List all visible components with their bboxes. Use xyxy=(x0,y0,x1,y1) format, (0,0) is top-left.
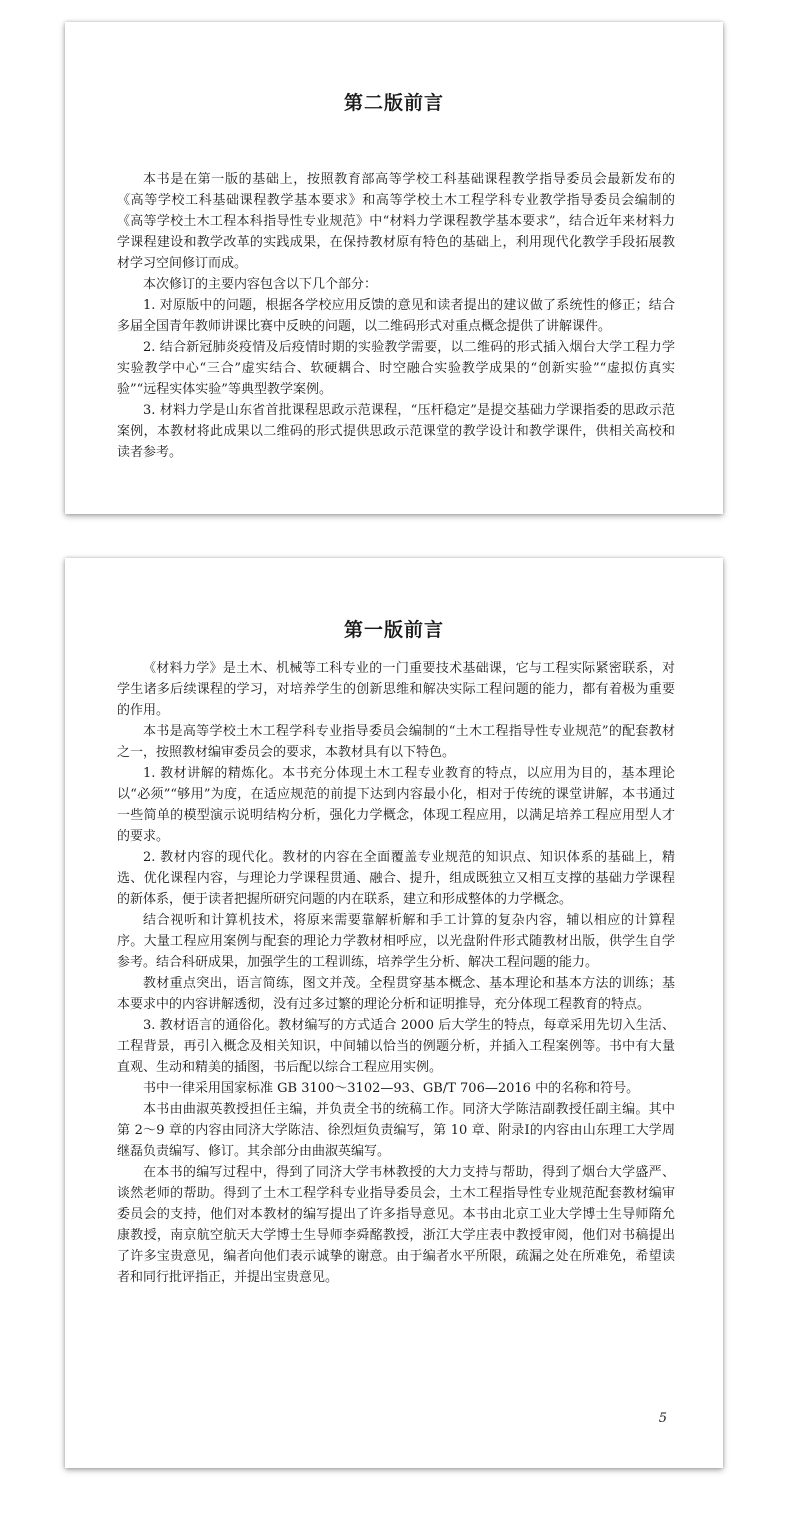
paragraph: 教材重点突出，语言简练，图文并茂。全程贯穿基本概念、基本理论和基本方法的训练；基本要求中的内容讲解透彻，没有过多过繁的理论分析和证明推导，充分体现工程教育的特点。 xyxy=(117,976,675,1012)
paragraph: 在本书的编写过程中，得到了同济大学韦林教授的大力支持与帮助，得到了烟台大学盛严、谈然老师的帮助。得到了土木工程学科专业指导委员会，土木工程指导性专业规范配套教材编审委员会的支持，他们对本教材的编写提出了许多指导意见。本书由北京工业大学博士生导师隋允康教授，南京航空航天大学博士生导师李舜酩教授，浙江大学庄表中教授审阅，他们对书稿提出了许多宝贵意见，编者向他们表示诚挚的谢意。由于编者水平所限，疏漏之处在所难免，希望读者和同行批评指正，并提出宝贵意见。 xyxy=(117,1165,675,1285)
page-title: 第二版前言 xyxy=(343,92,444,114)
preface-body xyxy=(117,658,675,1288)
preface-page-first-edition xyxy=(65,558,723,1468)
preface-page-second-edition xyxy=(65,22,723,514)
paragraph: 《材料力学》是土木、机械等工科专业的一门重要技术基础课，它与工程实际紧密联系，对学生诸多后续课程的学习，对培养学生的创新思维和解决实际工程问题的能力，都有着极为重要的作用。 xyxy=(117,661,675,718)
preface-body xyxy=(117,169,675,463)
page-title: 第一版前言 xyxy=(343,619,444,641)
paragraph: 3. 材料力学是山东省首批课程思政示范课程，“压杆稳定”是提交基础力学课指委的思政示范案例，本教材将此成果以二维码的形式提供思政示范课堂的教学设计和教学课件，供相关高校和读者参考。 xyxy=(117,403,675,460)
paragraph: 2. 教材内容的现代化。教材的内容在全面覆盖专业规范的知识点、知识体系的基础上，精选、优化课程内容，与理论力学课程贯通、融合、提升，组成既独立又相互支撑的基础力学课程的新体系，便于读者把握所研究问题的内在联系，建立和形成整体的力学概念。 xyxy=(117,850,675,907)
paragraph: 2. 结合新冠肺炎疫情及后疫情时期的实验教学需要，以二维码的形式插入烟台大学工程力学实验教学中心“三合”虚实结合、软硬耦合、时空融合实验教学成果的“创新实验”“虚拟仿真实验”“远程实体实验”等典型教学案例。 xyxy=(117,340,675,397)
paragraph: 本书是在第一版的基础上，按照教育部高等学校工科基础课程教学指导委员会最新发布的《高等学校工科基础课程教学基本要求》和高等学校土木工程学科专业教学指导委员会编制的《高等学校土木工程本科指导性专业规范》中“材料力学课程教学基本要求”，结合近年来材料力学课程建设和教学改革的实践成果，在保持教材原有特色的基础上，利用现代化教学手段拓展教材学习空间修订而成。 xyxy=(117,172,675,271)
paragraph: 本书由曲淑英教授担任主编，并负责全书的统稿工作。同济大学陈洁副教授任副主编。其中第 2～9 章的内容由同济大学陈洁、徐烈烜负责编写，第 10 章、附录Ⅰ的内容由山东理工大学周继磊负责编写、修订。其余部分由曲淑英编写。 xyxy=(117,1102,675,1159)
paragraph: 3. 教材语言的通俗化。教材编写的方式适合 2000 后大学生的特点，每章采用先切入生活、工程背景，再引入概念及相关知识，中间辅以恰当的例题分析，并插入工程案例等。书中有大量直观、生动和精美的插图，书后配以综合工程应用实例。 xyxy=(117,1018,675,1075)
paragraph: 1. 教材讲解的精炼化。本书充分体现土木工程专业教育的特点，以应用为目的，基本理论以“必须”“够用”为度，在适应规范的前提下达到内容最小化，相对于传统的课堂讲解，本书通过一些简单的模型演示说明结构分析，强化力学概念，体现工程应用，以满足培养工程应用型人才的要求。 xyxy=(117,766,675,844)
paragraph: 本书是高等学校土木工程学科专业指导委员会编制的“土木工程指导性专业规范”的配套教材之一，按照教材编审委员会的要求，本教材具有以下特色。 xyxy=(117,724,675,760)
paragraph: 书中一律采用国家标准 GB 3100～3102—93、GB/T 706—2016 中的名称和符号。 xyxy=(143,1081,640,1096)
paragraph: 结合视听和计算机技术，将原来需要靠解析解和手工计算的复杂内容，辅以相应的计算程序。大量工程应用案例与配套的理论力学教材相呼应，以光盘附件形式随教材出版，供学生自学参考。结合科研成果，加强学生的工程训练，培养学生分析、解决工程问题的能力。 xyxy=(117,913,675,970)
page-number: 5 xyxy=(658,1411,667,1426)
paragraph: 1. 对原版中的问题，根据各学校应用反馈的意见和读者提出的建议做了系统性的修正；结合多届全国青年教师讲课比赛中反映的问题，以二维码形式对重点概念提供了讲解课件。 xyxy=(117,298,675,334)
paragraph: 本次修订的主要内容包含以下几个部分： xyxy=(143,277,378,292)
